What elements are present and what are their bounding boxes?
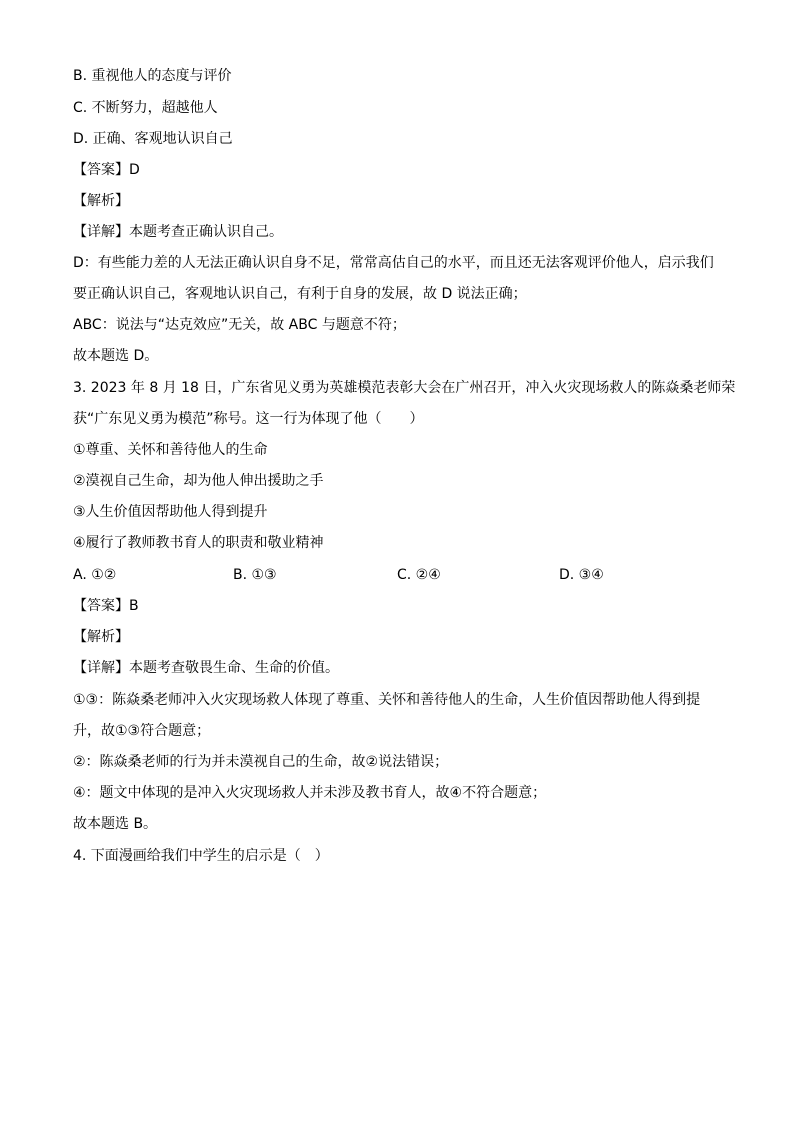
question-stem-line: 4. 下面漫画给我们中学生的启示是（ ） xyxy=(73,848,329,864)
answer-option: D. ③④ xyxy=(559,567,604,583)
explanation-paragraph: ④：题文中体现的是冲入火灾现场救人并未涉及教书育人，故④不符合题意； xyxy=(73,785,547,801)
option-b: B. 重视他人的态度与评价 xyxy=(73,68,232,84)
explanation-paragraph: ②：陈焱桑老师的行为并未漠视自己的生命，故②说法错误； xyxy=(73,754,449,770)
answer-label: 【答案】B xyxy=(73,598,139,614)
explanation-paragraph-line: D：有些能力差的人无法正确认识自身不足，常常高估自己的水平，而且还无法客观评价他人，启示我们 xyxy=(73,255,714,271)
conclusion-line: 故本题选 D。 xyxy=(73,348,159,364)
explanation-paragraph-line: 升，故①③符合题意； xyxy=(73,723,211,739)
statement-item: ②漠视自己生命，却为他人伸出援助之手 xyxy=(73,473,324,489)
question-stem-line: 3. 2023 年 8 月 18 日，广东省见义勇为英雄模范表彰大会在广州召开，冲入火灾现场救人的陈焱桑老师荣 xyxy=(73,380,736,396)
statement-item: ④履行了教师教书育人的职责和敬业精神 xyxy=(73,535,324,551)
option-c: C. 不断努力，超越他人 xyxy=(73,100,218,116)
explanation-paragraph-line: 要正确认识自己，客观地认识自己，有利于自身的发展，故 D 说法正确； xyxy=(73,286,527,302)
statement-item: ①尊重、关怀和善待他人的生命 xyxy=(73,442,268,458)
answer-option: A. ①② xyxy=(73,567,117,583)
statement-item: ③人生价值因帮助他人得到提升 xyxy=(73,504,268,520)
option-d: D. 正确、客观地认识自己 xyxy=(73,131,233,147)
answer-option: C. ②④ xyxy=(397,567,441,583)
explanation-paragraph-line: ①③：陈焱桑老师冲入火灾现场救人体现了尊重、关怀和善待他人的生命，人生价值因帮助他人得到提 xyxy=(73,692,701,708)
conclusion-line: 故本题选 B。 xyxy=(73,816,158,832)
answer-label: 【答案】D xyxy=(73,162,140,178)
explanation-paragraph: ABC：说法与“达克效应”无关，故 ABC 与题意不符； xyxy=(73,317,406,333)
question-stem-line: 获“广东见义勇为模范”称号。这一行为体现了他（ ） xyxy=(73,411,424,427)
detail-line: 【详解】本题考查正确认识自己。 xyxy=(73,224,283,240)
detail-line: 【详解】本题考查敬畏生命、生命的价值。 xyxy=(73,660,339,676)
analysis-label: 【解析】 xyxy=(73,629,129,645)
analysis-label: 【解析】 xyxy=(73,193,129,209)
answer-option: B. ①③ xyxy=(233,567,277,583)
